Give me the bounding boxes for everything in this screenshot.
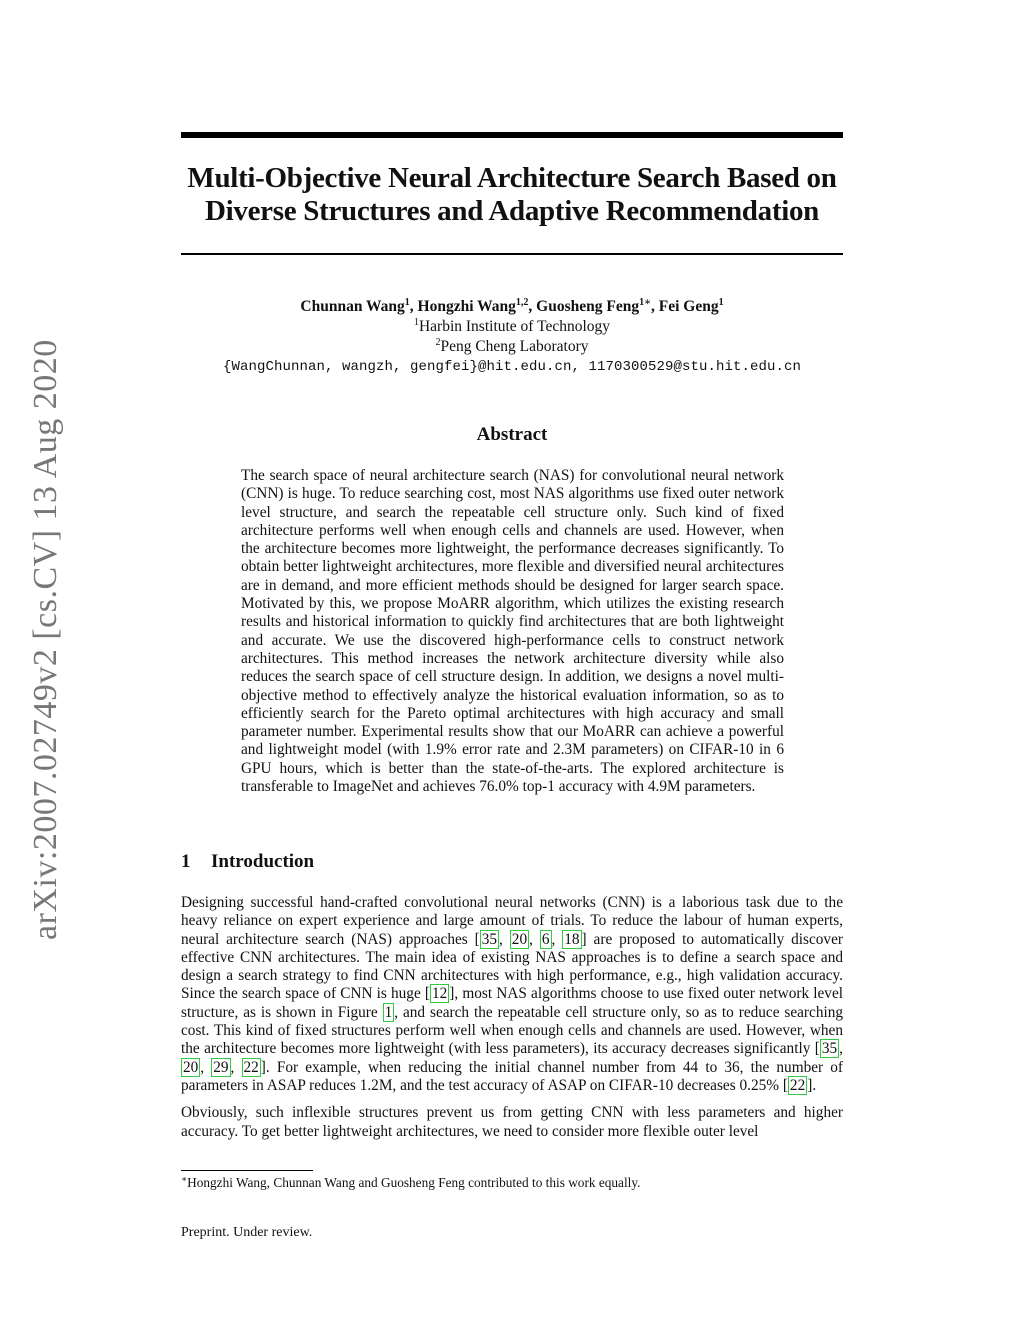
title-bottom-rule [181,253,843,255]
footnote-text: Hongzhi Wang, Chunnan Wang and Guosheng Feng contributed to this work equally. [187,1175,641,1190]
author-name: Hongzhi Wang [417,298,516,315]
author-block [150,297,874,377]
footnote-mark: ∗ [181,1174,188,1184]
citation-link[interactable]: 18 [564,930,580,948]
affiliation-2: $^2$Peng Cheng Laboratory [435,337,589,355]
citation-link[interactable]: 35 [821,1040,838,1058]
citation-link[interactable]: 22 [243,1058,259,1076]
author-emails: {WangChunnan, wangzh, gengfei}@hit.edu.cn, 1170300529@stu.hit.edu.cn [222,359,802,375]
section-heading-introduction [181,851,314,873]
title-line-2: Diverse Structures and Adaptive Recommendation [205,195,819,227]
author-names: Chunnan Wang$^1$, Hongzhi Wang$^{1,2}$, Guosheng Feng$^{1∗}$, Fei Geng$^1$ [300,297,724,315]
section-title: Introduction [211,851,315,872]
citation-link[interactable]: 12 [432,985,448,1003]
citation-link[interactable]: 20 [183,1058,199,1076]
citation-link[interactable]: 20 [511,930,528,948]
title-line-1: Multi-Objective Neural Architecture Search Based on [187,162,837,194]
abstract-heading: Abstract [476,424,548,445]
author-name: Fei Geng [658,298,719,315]
citation-link[interactable]: 6 [541,930,550,948]
affiliation-sup: 1,2 [515,297,529,308]
citation-link[interactable]: 35 [481,930,498,948]
intro-paragraph-2: Obviously, such inflexible structures prevent us from getting CNN with less parameters and higher accuracy. To get better lightweight architectures, we need to consider more flexible outer level [181,1104,843,1140]
abstract-text: The search space of neural architecture search (NAS) for convolutional neural network (CNN) is huge. To reduce searching cost, most NAS algorithms use fixed outer network level structure, and search the repeatable cell structure only. Such kind of fixed architecture performs well when enough cells and channels are used. However, when the architecture becomes more lightweight, the performance decreases significantly. To obtain better lightweight architectures, more flexible and diversified neural architectures are in demand, and more efficient methods should be designed for larger search space. Motivated by this, we propose MoARR algorithm, which utilizes the existing research results and historical information to quickly find architectures that are both lightweight and accurate. We use the discovered high-performance cells to construct network architectures. This method increases the network architecture diversity while also reduces the search space of cell structure design. In addition, we designs a novel multi-objective method to effectively analyze the historical evaluation information, so as to efficiently search for the Pareto optimal architectures with high accuracy and small parameter number. Experimental results show that our MoARR can achieve a powerful and lightweight model (with 1.9% error rate and 2.3M parameters) on CIFAR-10 in 6 GPU hours, which is better than the state-of-the-arts. The explored architecture is transferable to ImageNet and achieves 76.0% top-1 accuracy with 4.9M parameters. [241,467,784,796]
affiliation-sup: 1 [404,297,410,308]
author-name: Guosheng Feng [536,298,640,315]
figure-link[interactable]: 1 [384,1003,393,1021]
affiliation-sup: 1∗ [639,297,651,308]
introduction-body [181,894,843,1150]
paper-title [150,162,874,228]
title-top-rule [181,132,843,138]
affiliation-sup: 1 [718,297,724,308]
citation-link[interactable]: 22 [789,1076,806,1094]
author-name: Chunnan Wang [300,298,405,315]
citation-link[interactable]: 29 [213,1058,229,1076]
footnote-rule [181,1170,313,1171]
footnote [181,1175,640,1191]
arxiv-stamp: arXiv:2007.02749v2 [cs.CV] 13 Aug 2020 [27,339,64,940]
page-footer: Preprint. Under review. [181,1225,313,1240]
affiliation-1: $^1$Harbin Institute of Technology [413,317,611,335]
section-number: 1 [181,851,191,872]
intro-paragraph-1: Designing successful hand-crafted convolutional neural networks (CNN) is a laborious task due to the heavy reliance on expert experience and large amount of trials. To reduce the labour of human experts, neural architecture search (NAS) approaches [ 35 , 20 , 6 , 18 ] are proposed to automatically discover effective CNN architectures. The main idea of existing NAS approaches is to define a search space and design a search strategy to find CNN architectures with high performance, e.g., high validation accuracy. Since the search space of CNN is huge [ 12 ], most NAS algorithms choose to use fixed outer network level structure, as is shown in Figure 1 , and search the repeatable cell structure only, so as to reduce searching cost. This kind of fixed structures perform well when enough cells and channels are used. However, when the architecture becomes more lightweight (with less parameters), its accuracy decreases significantly [ 35 , 20 , 29 , 22 ]. For example, when reducing the initial channel number from 44 to 36, the number of parameters in ASAP reduces 1.2M, and the test accuracy of ASAP on CIFAR-10 decreases 0.25% [ 22 ]. [181,894,844,1094]
